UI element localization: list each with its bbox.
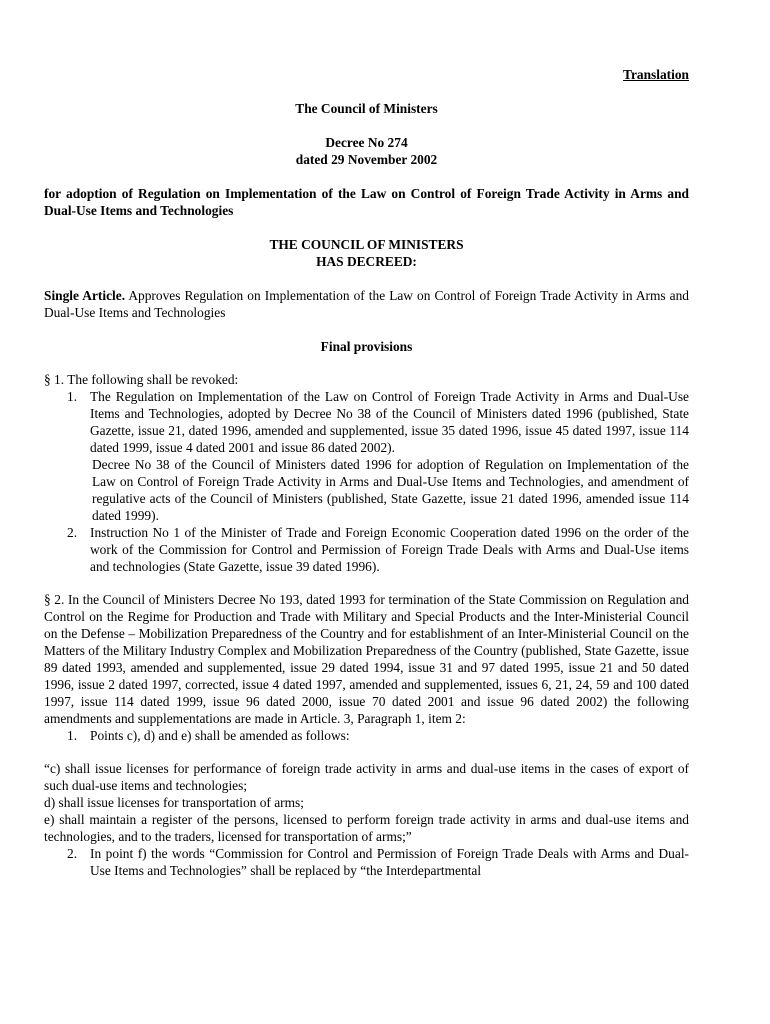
council-heading: The Council of Ministers [295,101,438,116]
decree-date: dated 29 November 2002 [295,152,438,167]
list-item [44,845,689,879]
decreed-heading-line2: HAS DECREED: [316,254,417,269]
final-provisions-title: Final provisions [320,339,413,354]
list-item [44,524,689,575]
decreed-heading-line1: THE COUNCIL OF MINISTERS [269,237,464,252]
section-1-list [44,388,689,456]
list-item-number: 1. [67,389,78,404]
list-item-number: 2. [67,846,78,861]
list-item [44,727,689,744]
single-article-label: Single Article. [44,288,126,303]
list-item-subparagraph: Decree No 38 of the Council of Ministers dated 1996 for adoption of Regulation on Implementation of the Law on Control of Foreign Trade Activity in Arms and Dual-Use Items and Technologies, and amendment of regulative acts of the Council of Ministers (published, State Gazette, issue 21 dated 1996, amended issue 114 dated 1999). [92,457,689,523]
section-2-list-continued [44,845,689,879]
translation-text: Translation [623,67,689,82]
section-2-text: § 2. In the Council of Ministers Decree No 193, dated 1993 for termination of the State Commission on Regulation and Control on the Regime for Production and Trade with Military and Special Products and the Inter-Ministerial Council on the Defense – Mobilization Preparedness of the Country and for establishment of an Inter-Ministerial Council on the Matters of the Military Industry Complex and Mobilization Preparedness of the Country (published, State Gazette, issue 89 dated 1993, amended and supplemented, issue 29 dated 1994, issue 31 and 97 dated 1995, issue 21 and 50 dated 1996, issue 2 dated 1997, corrected, issue 4 dated 1997, amended and supplemented, issues 6, 21, 24, 59 and 100 dated 1997, issue 114 dated 1999, issue 96 dated 2000, issue 70 dated 2001 and issue 96 dated 2002) the following amendments and supplementations are made in Article. 3, Paragraph 1, item 2: [44,592,689,726]
quote-point-e: e) shall maintain a register of the persons, licensed to perform foreign trade activity in arms and dual-use items and technologies, and to the traders, licensed for transportation of arms;” [44,812,689,844]
document-page [44,66,689,879]
list-item-number: 2. [67,525,78,540]
section-1-intro: § 1. The following shall be revoked: [44,372,239,387]
section-1-list-continued [44,524,689,575]
list-item-text: The Regulation on Implementation of the Law on Control of Foreign Trade Activity in Arms and Dual-Use Items and Technologies, adopted by Decree No 38 of the Council of Ministers dated 1996 (published, State Gazette, issue 21, dated 1996, amended and supplemented, issue 35 dated 1996, issue 45 dated 1997, issue 114 dated 1999, issue 4 dated 2001 and issue 86 dated 2002). [90,389,689,455]
list-item-text: Points c), d) and e) shall be amended as follows: [90,728,350,743]
list-item-number: 1. [67,728,78,743]
list-item-text: In point f) the words “Commission for Control and Permission of Foreign Trade Deals with Arms and Dual-Use Items and Technologies” shall be replaced by “the Interdepartmental [90,846,689,878]
quote-point-d: d) shall issue licenses for transportation of arms; [44,795,304,810]
list-item-text: Instruction No 1 of the Minister of Trade and Foreign Economic Cooperation dated 1996 on the order of the work of the Commission for Control and Permission of Foreign Trade Deals with Arms and Dual-Use items and technologies (State Gazette, issue 39 dated 1996). [90,525,689,574]
section-2-list [44,727,689,744]
list-item [44,388,689,456]
single-article-text: Approves Regulation on Implementation of the Law on Control of Foreign Trade Activity in Arms and Dual-Use Items and Technologies [44,288,689,320]
single-article [44,287,689,321]
decree-number: Decree No 274 [325,135,408,150]
translation-label [44,66,689,83]
decree-subject: for adoption of Regulation on Implementation of the Law on Control of Foreign Trade Activity in Arms and Dual-Use Items and Technologies [44,186,689,218]
quote-point-c: “c) shall issue licenses for performance of foreign trade activity in arms and dual-use items in the cases of export of such dual-use items and technologies; [44,761,689,793]
